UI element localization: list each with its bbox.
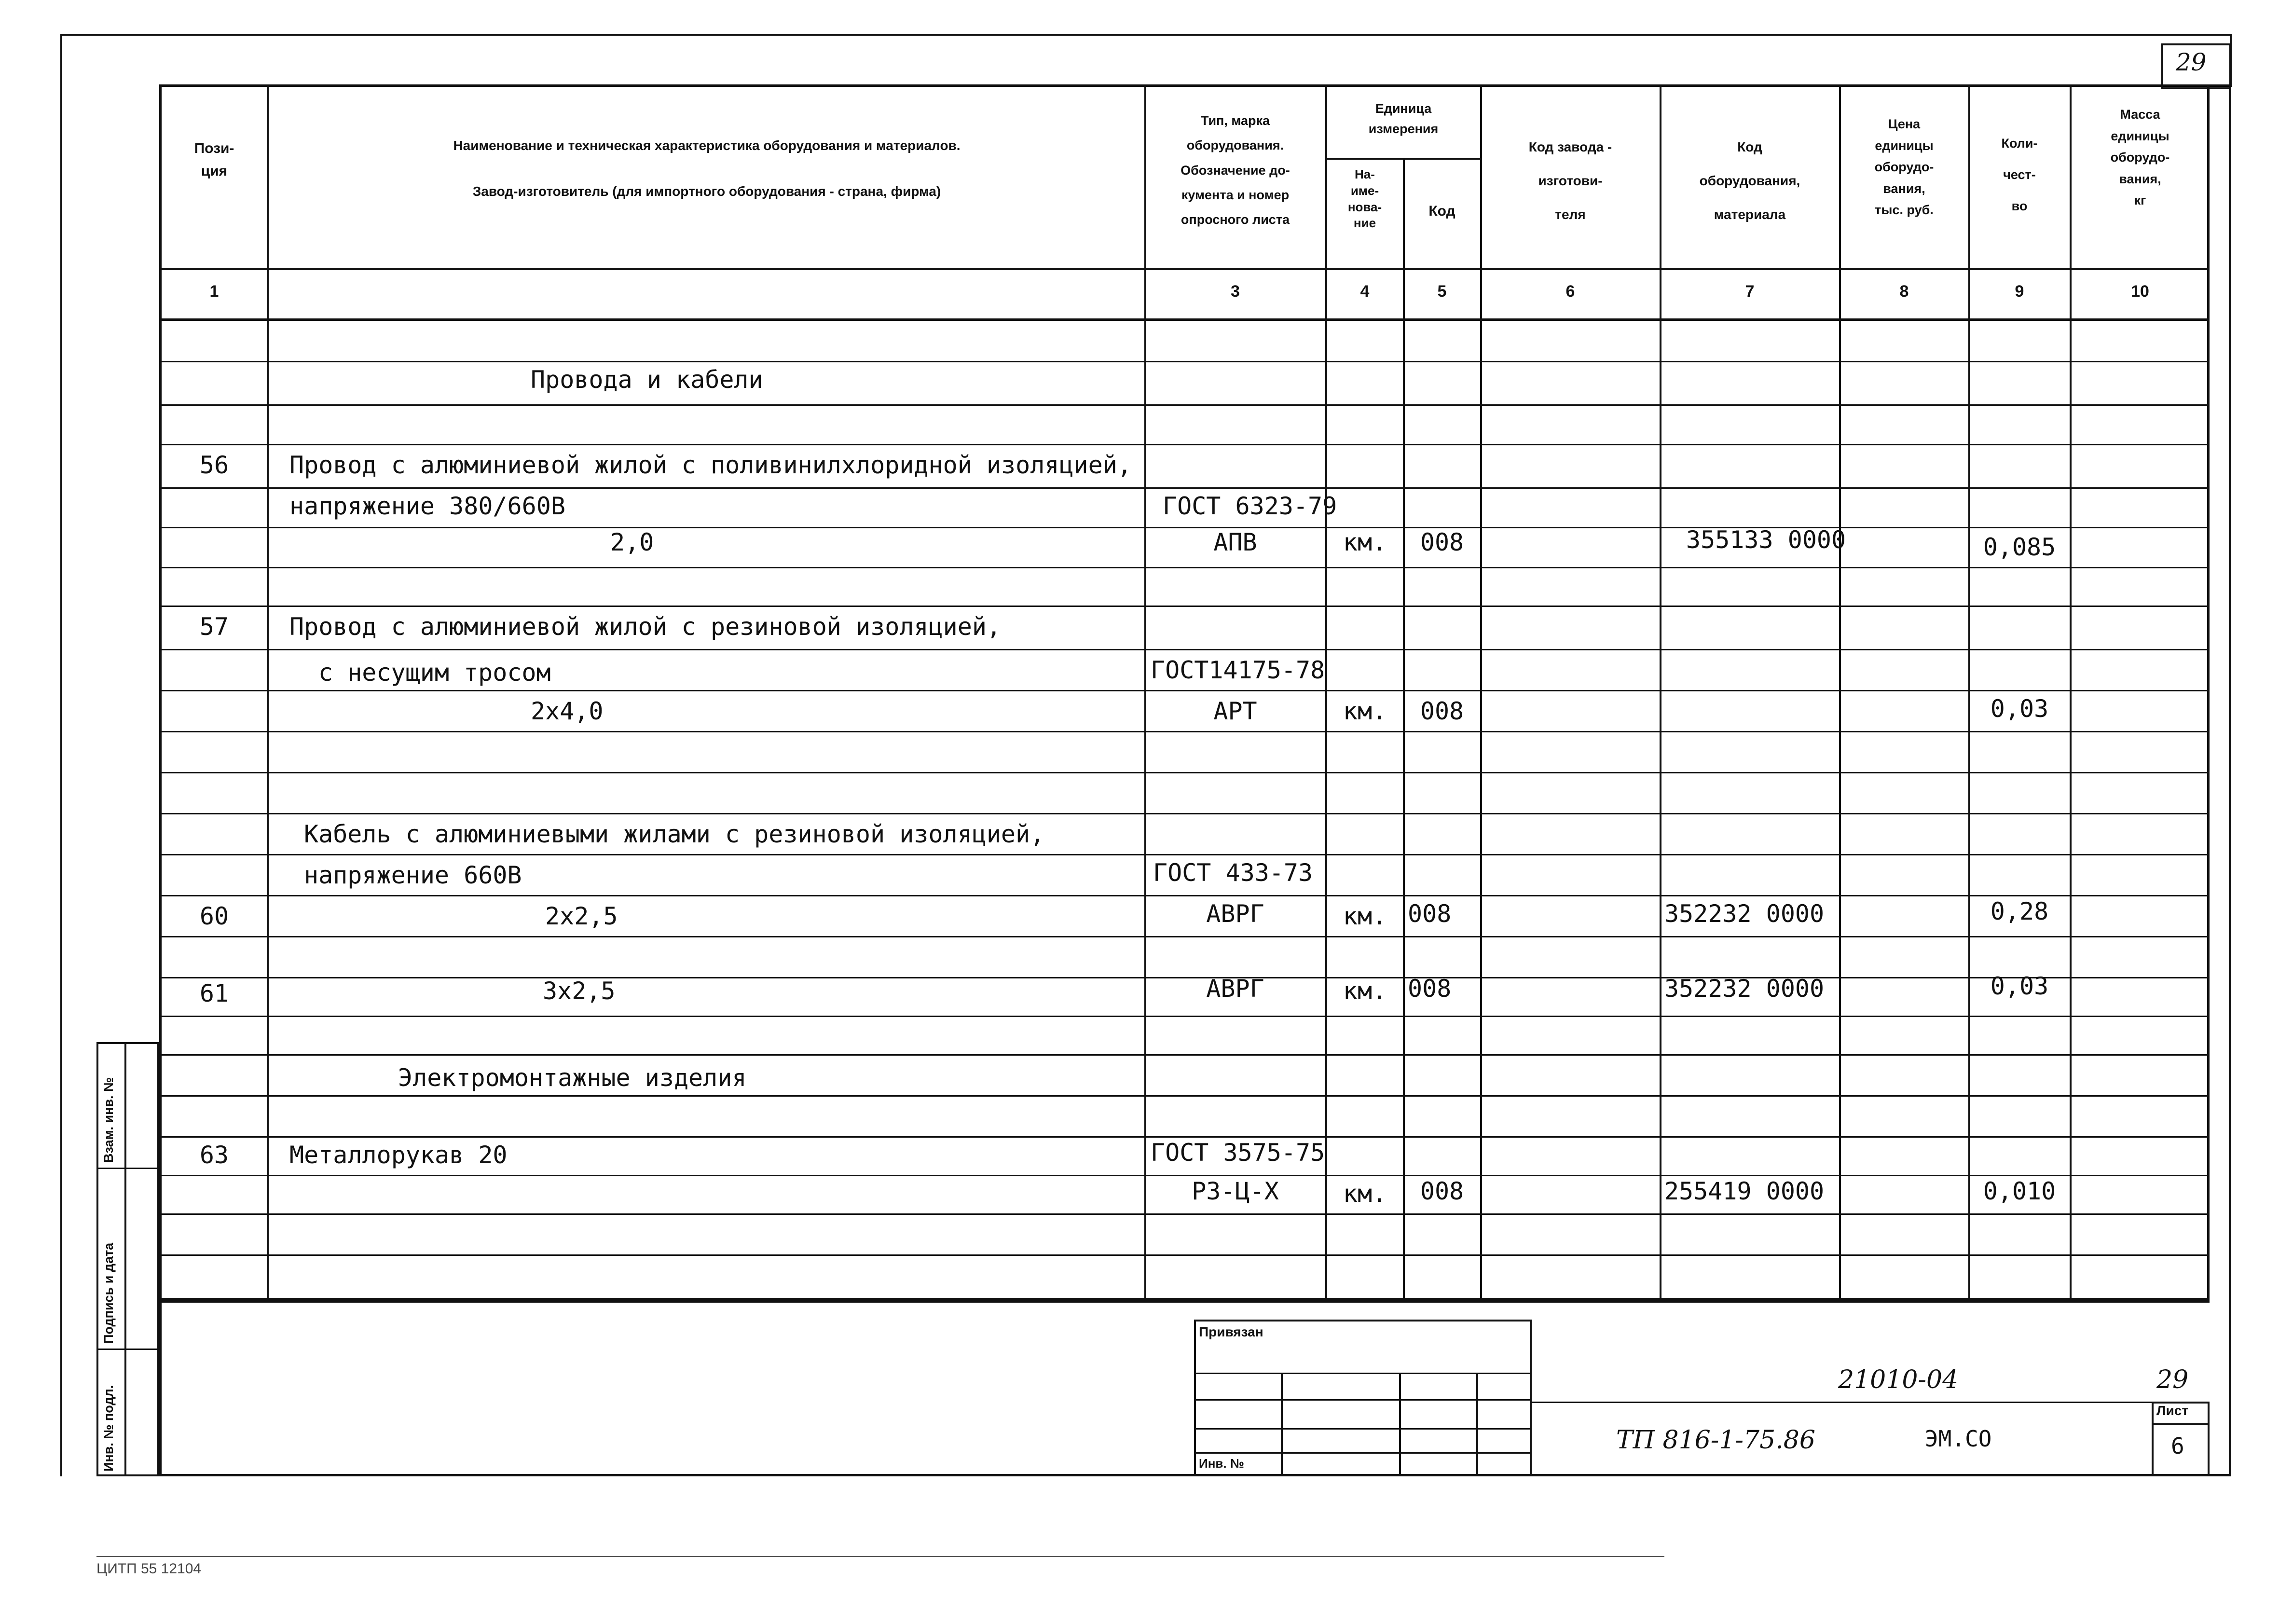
row-line — [159, 1095, 2210, 1097]
stamp-line — [1194, 1373, 1532, 1374]
col-line — [1968, 84, 1970, 1303]
side-label-replace-inv: Взам. инв. № — [101, 1077, 116, 1163]
page-number: 29 — [2156, 1365, 2189, 1394]
attached-label: Привязан — [1199, 1324, 1263, 1339]
col-line — [1325, 84, 1327, 1303]
stamp-vline — [1399, 1373, 1401, 1476]
row-line — [159, 813, 2210, 814]
row-qty: 0,03 — [1990, 695, 2049, 723]
left-strip — [60, 34, 62, 1476]
colnum-bottom — [159, 318, 2210, 321]
row-name: 3х2,5 — [543, 977, 616, 1005]
row-line — [159, 731, 2210, 732]
header-col5: Код — [1428, 203, 1455, 219]
row-type: АВРГ — [1206, 900, 1264, 928]
side-label-orig-inv: Инв. № подл. — [101, 1385, 116, 1472]
row-unit-code: 008 — [1408, 900, 1452, 928]
row-pos: 57 — [199, 613, 229, 641]
header-col2-line2: Завод-изготовитель (для импортного оборудования - страна, фирма) — [472, 184, 941, 199]
row-code: 352232 0000 — [1664, 975, 1825, 1003]
stamp-line — [1194, 1428, 1532, 1430]
row-line — [159, 444, 2210, 445]
colnum-10: 10 — [2131, 282, 2149, 301]
row-unit-code: 008 — [1420, 528, 1464, 556]
row-type: ГОСТ 6323-79 — [1163, 492, 1337, 520]
row-qty: 0,28 — [1990, 897, 2049, 925]
colnum-9: 9 — [2015, 282, 2024, 301]
main-table — [159, 84, 2210, 1303]
row-line — [159, 606, 2210, 607]
header-col6: Код завода - изготови- теля — [1528, 139, 1612, 222]
row-name: 2,0 — [610, 528, 654, 556]
colnum-5: 5 — [1437, 282, 1447, 301]
header-col9: Коли- чест- во — [2001, 136, 2038, 213]
row-pos: 61 — [199, 979, 229, 1007]
stamp-vline — [1281, 1373, 1283, 1476]
row-line — [159, 404, 2210, 406]
row-unit: км. — [1343, 528, 1387, 556]
inv-label: Инв. № — [1199, 1456, 1244, 1471]
stamp-vline — [1476, 1373, 1478, 1476]
section-title-wires: Провода и кабели — [531, 366, 763, 394]
title-line — [1532, 1402, 2210, 1403]
header-col4: На- име- нова- ние — [1347, 167, 1382, 231]
row-type: АВРГ — [1206, 975, 1264, 1003]
table-bottom — [159, 1298, 2210, 1300]
row-type: АПВ — [1213, 528, 1257, 556]
top-strip — [60, 34, 2231, 36]
row-name: Металлорукав 20 — [289, 1141, 508, 1169]
row-unit: км. — [1343, 697, 1387, 725]
header-col45-group: Единица измерения — [1368, 101, 1439, 136]
row-line — [159, 1054, 2210, 1056]
row-line — [159, 649, 2210, 650]
row-unit: км. — [1343, 977, 1387, 1005]
row-pos: 56 — [199, 451, 229, 479]
colnum-1: 1 — [209, 282, 219, 301]
footer-rule — [96, 1556, 1664, 1557]
project-code: ТП 816-1-75.86 — [1616, 1426, 1815, 1455]
section-title-electrical: Электромонтажные изделия — [398, 1064, 747, 1092]
row-code: 355133 0000 — [1686, 526, 1846, 554]
colnum-7: 7 — [1745, 282, 1755, 301]
colnum-4: 4 — [1360, 282, 1370, 301]
row-type: АРТ — [1213, 697, 1257, 725]
col-line — [1480, 84, 1482, 1303]
header-col7: Код оборудования, материала — [1699, 139, 1800, 222]
row-line — [159, 567, 2210, 568]
row-qty: 0,010 — [1983, 1177, 2056, 1205]
row-line — [159, 1213, 2210, 1215]
row-name: 2х2,5 — [545, 902, 618, 930]
header-col1: Пози- ция — [194, 140, 234, 179]
row-line — [159, 1254, 2210, 1256]
side-label-signature-date: Подпись и дата — [101, 1242, 116, 1344]
row-line — [159, 895, 2210, 896]
row-line — [159, 1175, 2210, 1176]
row-pos: 60 — [199, 902, 229, 930]
row-line — [159, 1136, 2210, 1138]
colnum-8: 8 — [1899, 282, 1909, 301]
stamp-line — [1194, 1452, 1532, 1454]
sheet-box-line — [2152, 1423, 2210, 1425]
row-type: РЗ-Ц-Х — [1192, 1177, 1279, 1205]
row-unit-code: 008 — [1420, 697, 1464, 725]
row-line — [159, 690, 2210, 691]
row-line — [159, 772, 2210, 773]
row-name: напряжение 660В — [304, 861, 522, 889]
col-line — [2070, 84, 2072, 1303]
row-name: с несущим тросом — [318, 659, 551, 687]
row-line — [159, 487, 2210, 489]
header-col2-line1: Наименование и техническая характеристика оборудования и материалов. — [453, 138, 961, 153]
side-strip-line — [96, 1349, 159, 1350]
row-code: 352232 0000 — [1664, 900, 1825, 928]
right-strip — [2230, 34, 2232, 87]
stamp-line — [1194, 1399, 1532, 1401]
top-sheet-number: 29 — [2176, 48, 2207, 76]
row-unit-code: 008 — [1408, 975, 1452, 1003]
col-line — [1839, 84, 1841, 1303]
col-line — [1660, 84, 1661, 1303]
row-name: напряжение 380/660В — [289, 492, 565, 520]
header-col10: Масса единицы оборудо- вания, кг — [2110, 107, 2170, 208]
row-type: ГОСТ 3575-75 — [1151, 1139, 1325, 1167]
doc-number: 21010-04 — [1838, 1365, 1959, 1394]
row-unit: км. — [1343, 1180, 1387, 1208]
row-type: ГОСТ 433-73 — [1153, 859, 1313, 887]
row-name: 2х4,0 — [531, 697, 604, 725]
row-line — [159, 854, 2210, 855]
mark-code: ЭМ.СО — [1925, 1426, 1992, 1452]
row-pos: 63 — [199, 1141, 229, 1169]
row-qty: 0,085 — [1983, 533, 2056, 561]
row-line — [159, 936, 2210, 937]
sheet-label: Лист — [2156, 1403, 2189, 1418]
row-line — [159, 1016, 2210, 1017]
header-bottom — [159, 268, 2210, 270]
row-name: Провод с алюминиевой жилой с поливинилхлоридной изоляцией, — [289, 451, 1132, 479]
side-strip-divider — [124, 1042, 126, 1476]
row-name: Кабель с алюминиевыми жилами с резиновой изоляцией, — [304, 820, 1045, 848]
colnum-6: 6 — [1565, 282, 1575, 301]
row-code: 255419 0000 — [1664, 1177, 1825, 1205]
row-line — [159, 361, 2210, 362]
row-unit: км. — [1343, 902, 1387, 930]
col-line — [1144, 84, 1146, 1303]
side-strip-line — [96, 1168, 159, 1169]
row-unit-code: 008 — [1420, 1177, 1464, 1205]
sheet-value: 6 — [2171, 1433, 2184, 1459]
row-qty: 0,03 — [1990, 972, 2049, 1000]
header-col8: Цена единицы оборудо- вания, тыс. руб. — [1874, 117, 1934, 218]
row-name: Провод с алюминиевой жилой с резиновой изоляцией, — [289, 613, 1002, 641]
colnum-3: 3 — [1231, 282, 1240, 301]
row-type: ГОСТ14175-78 — [1151, 656, 1325, 684]
header-col3: Тип, марка оборудования. Обозначение до- кумента и номер опросного листа — [1181, 113, 1290, 227]
footer-code: ЦИТП 55 12104 — [96, 1561, 202, 1577]
col-line — [267, 84, 269, 1303]
header-subline — [1325, 158, 1480, 160]
